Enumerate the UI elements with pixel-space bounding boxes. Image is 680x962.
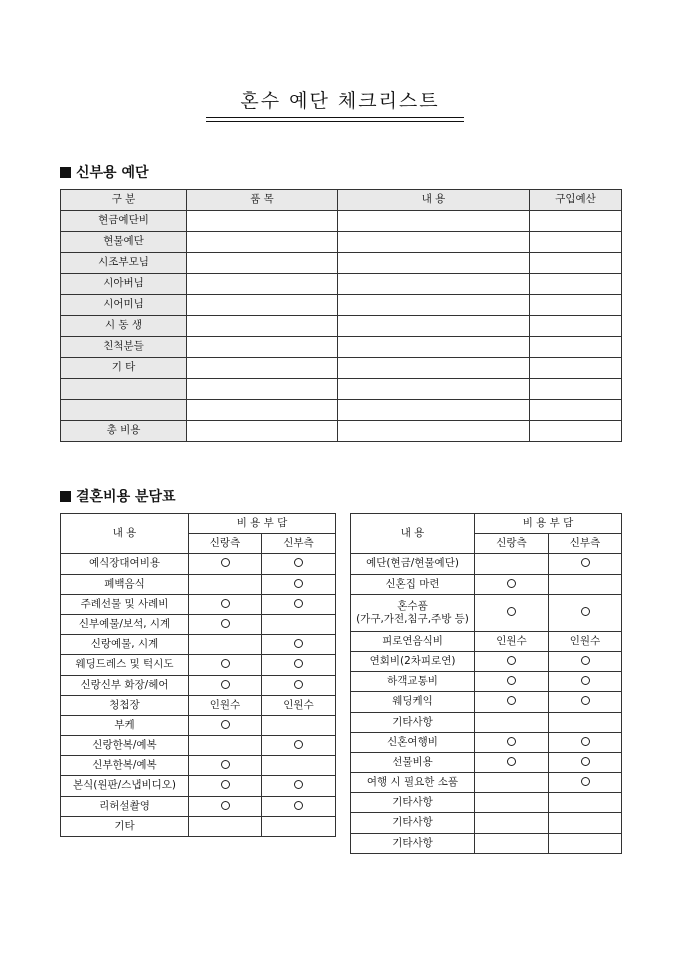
circle-mark-icon: [221, 619, 230, 628]
row-item-cell[interactable]: [187, 232, 338, 253]
row-item-cell[interactable]: [187, 295, 338, 316]
header-content: 내 용: [338, 190, 530, 211]
circle-mark-icon: [294, 801, 303, 810]
table-row: [61, 316, 622, 337]
title-double-rule: [206, 117, 464, 122]
circle-mark-icon: [294, 780, 303, 789]
right-header-burden: 비 용 부 담: [475, 514, 622, 534]
right-row-item: 피로연음식비: [351, 631, 475, 651]
row-budget-cell[interactable]: [530, 253, 622, 274]
row-category: 기 타: [61, 358, 187, 379]
left-row-item: 신랑신부 화장/헤어: [61, 675, 189, 695]
right-row-bride-text: 인원수: [569, 634, 601, 647]
total-row: [61, 421, 622, 442]
right-row-bride[interactable]: [549, 594, 622, 631]
circle-mark-icon: [581, 777, 590, 786]
right-row-item: 신혼여행비: [351, 732, 475, 752]
table-row: [61, 379, 622, 400]
row-category: 현금예단비: [61, 211, 187, 232]
table-row: [61, 295, 622, 316]
section-bride-gifts-title: 신부용 예단: [76, 165, 149, 181]
left-row-item: 주례선물 및 사례비: [61, 594, 189, 614]
left-row-bride[interactable]: [262, 796, 336, 816]
row-item-cell[interactable]: [187, 400, 338, 421]
left-row-bride[interactable]: [262, 695, 336, 715]
right-header-bride: 신부측: [549, 534, 622, 554]
left-row-item: 신랑예물, 시계: [61, 635, 189, 655]
row-category: 시어미님: [61, 295, 187, 316]
table-row: [61, 756, 336, 776]
row-content-cell[interactable]: [338, 337, 530, 358]
left-header-groom: 신랑측: [189, 534, 262, 554]
row-content-cell[interactable]: [338, 295, 530, 316]
circle-mark-icon: [294, 639, 303, 648]
table-row: [61, 655, 336, 675]
table-row: [351, 554, 622, 574]
circle-mark-icon: [294, 680, 303, 689]
left-row-groom[interactable]: [189, 816, 262, 836]
right-row-groom[interactable]: [475, 712, 549, 732]
left-row-bride[interactable]: [262, 554, 336, 574]
right-row-bride[interactable]: [549, 833, 622, 853]
table-row: [351, 773, 622, 793]
left-row-item: 신부한복/예복: [61, 756, 189, 776]
right-row-item: 기타사항: [351, 813, 475, 833]
right-row-item: 연회비(2차피로연): [351, 651, 475, 671]
right-row-groom[interactable]: [475, 554, 549, 574]
left-row-bride[interactable]: [262, 776, 336, 796]
total-budget-cell[interactable]: [530, 421, 622, 442]
circle-mark-icon: [294, 740, 303, 749]
table-row: [351, 833, 622, 853]
left-row-item: 부케: [61, 715, 189, 735]
right-header-item: 내 용: [351, 514, 475, 554]
right-row-item-line1: 혼수품: [397, 599, 428, 612]
table-row: [61, 715, 336, 735]
table-row: [351, 594, 622, 631]
left-row-bride[interactable]: [262, 614, 336, 634]
left-row-groom[interactable]: [189, 614, 262, 634]
document-title-wrap: [0, 86, 680, 113]
circle-mark-icon: [294, 558, 303, 567]
circle-mark-icon: [581, 607, 590, 616]
left-row-groom[interactable]: [189, 594, 262, 614]
right-row-item: 하객교통비: [351, 672, 475, 692]
circle-mark-icon: [507, 676, 516, 685]
row-item-cell[interactable]: [187, 358, 338, 379]
row-budget-cell[interactable]: [530, 337, 622, 358]
circle-mark-icon: [294, 599, 303, 608]
left-row-bride[interactable]: [262, 635, 336, 655]
circle-mark-icon: [294, 579, 303, 588]
left-row-item: 폐백음식: [61, 574, 189, 594]
row-content-cell[interactable]: [338, 400, 530, 421]
circle-mark-icon: [221, 599, 230, 608]
left-row-groom[interactable]: [189, 675, 262, 695]
right-row-bride[interactable]: [549, 692, 622, 712]
table-row: [61, 594, 336, 614]
table-row: [61, 232, 622, 253]
row-content-cell[interactable]: [338, 253, 530, 274]
section-cost-split-heading: [60, 486, 176, 506]
table-row: [351, 692, 622, 712]
table-row: [61, 253, 622, 274]
row-category: 친척분들: [61, 337, 187, 358]
right-header-groom: 신랑측: [475, 534, 549, 554]
circle-mark-icon: [581, 737, 590, 746]
row-content-cell[interactable]: [338, 379, 530, 400]
circle-mark-icon: [507, 607, 516, 616]
right-row-bride[interactable]: [549, 651, 622, 671]
left-row-groom[interactable]: [189, 756, 262, 776]
right-row-bride[interactable]: [549, 574, 622, 594]
left-row-bride[interactable]: [262, 816, 336, 836]
row-item-cell[interactable]: [187, 211, 338, 232]
circle-mark-icon: [221, 780, 230, 789]
right-row-item: 웨딩케익: [351, 692, 475, 712]
circle-mark-icon: [294, 659, 303, 668]
left-row-item: 본식(원판/스냅비디오): [61, 776, 189, 796]
row-content-cell[interactable]: [338, 358, 530, 379]
row-content-cell[interactable]: [338, 211, 530, 232]
circle-mark-icon: [581, 558, 590, 567]
row-budget-cell[interactable]: [530, 232, 622, 253]
right-row-bride[interactable]: [549, 672, 622, 692]
row-content-cell[interactable]: [338, 274, 530, 295]
bride-gift-table: [60, 189, 622, 442]
row-category: 시조부모님: [61, 253, 187, 274]
table-row: [351, 574, 622, 594]
row-budget-cell[interactable]: [530, 379, 622, 400]
row-budget-cell[interactable]: [530, 400, 622, 421]
right-row-bride[interactable]: [549, 631, 622, 651]
left-row-groom[interactable]: [189, 776, 262, 796]
left-header-bride: 신부측: [262, 534, 336, 554]
left-row-groom[interactable]: [189, 796, 262, 816]
table-row: [61, 796, 336, 816]
left-row-groom[interactable]: [189, 655, 262, 675]
left-row-bride[interactable]: [262, 675, 336, 695]
table-row: [61, 776, 336, 796]
left-row-groom[interactable]: [189, 574, 262, 594]
right-row-groom[interactable]: [475, 813, 549, 833]
right-row-groom[interactable]: [475, 773, 549, 793]
circle-mark-icon: [507, 737, 516, 746]
row-content-cell[interactable]: [338, 232, 530, 253]
right-row-groom[interactable]: [475, 752, 549, 772]
table-row: [61, 400, 622, 421]
left-row-bride[interactable]: [262, 574, 336, 594]
table-row: [61, 554, 336, 574]
table-row: [351, 631, 622, 651]
total-content-cell[interactable]: [338, 421, 530, 442]
circle-mark-icon: [221, 801, 230, 810]
left-row-groom[interactable]: [189, 695, 262, 715]
right-row-item: 기타사항: [351, 793, 475, 813]
row-budget-cell[interactable]: [530, 316, 622, 337]
table-row: [61, 675, 336, 695]
table-row: [61, 274, 622, 295]
table-row: [351, 732, 622, 752]
row-budget-cell[interactable]: [530, 358, 622, 379]
right-row-groom[interactable]: [475, 833, 549, 853]
table-row: [61, 614, 336, 634]
circle-mark-icon: [507, 757, 516, 766]
right-row-bride[interactable]: [549, 752, 622, 772]
right-row-item: 선물비용: [351, 752, 475, 772]
right-row-item: 여행 시 필요한 소품: [351, 773, 475, 793]
table-row: [351, 651, 622, 671]
right-row-item: 기타사항: [351, 833, 475, 853]
left-row-bride-text: 인원수: [283, 698, 314, 711]
right-row-groom[interactable]: [475, 631, 549, 651]
right-row-item: 신혼집 마련: [351, 574, 475, 594]
row-item-cell[interactable]: [187, 253, 338, 274]
table-row: [61, 816, 336, 836]
table-row: [351, 793, 622, 813]
right-row-bride[interactable]: [549, 732, 622, 752]
total-label: 총 비용: [61, 421, 187, 442]
right-row-bride[interactable]: [549, 773, 622, 793]
circle-mark-icon: [507, 579, 516, 588]
row-item-cell[interactable]: [187, 274, 338, 295]
row-category: 시아버님: [61, 274, 187, 295]
right-row-groom[interactable]: [475, 692, 549, 712]
right-row-item-line2: (가구,가전,침구,주방 등): [356, 612, 469, 625]
row-category: [61, 379, 187, 400]
row-content-cell[interactable]: [338, 316, 530, 337]
left-row-groom-text: 인원수: [209, 698, 241, 711]
right-row-bride[interactable]: [549, 813, 622, 833]
left-row-item: 기타: [61, 816, 189, 836]
right-row-item: 예단(현금/현물예단): [351, 554, 475, 574]
circle-mark-icon: [581, 656, 590, 665]
circle-mark-icon: [581, 696, 590, 705]
total-item-cell[interactable]: [187, 421, 338, 442]
left-header-item: 내 용: [61, 514, 189, 554]
table-row: [61, 736, 336, 756]
left-row-groom[interactable]: [189, 635, 262, 655]
left-row-bride[interactable]: [262, 715, 336, 735]
left-row-bride[interactable]: [262, 756, 336, 776]
right-row-groom-text: 인원수: [496, 634, 527, 647]
right-row-groom[interactable]: [475, 732, 549, 752]
left-row-groom[interactable]: [189, 736, 262, 756]
left-row-bride[interactable]: [262, 655, 336, 675]
circle-mark-icon: [221, 760, 230, 769]
table-row: [61, 574, 336, 594]
right-row-groom[interactable]: [475, 574, 549, 594]
right-row-groom[interactable]: [475, 594, 549, 631]
table-row: [61, 635, 336, 655]
right-row-bride[interactable]: [549, 712, 622, 732]
table-header-row: [61, 190, 622, 211]
circle-mark-icon: [221, 680, 230, 689]
table-row: [351, 672, 622, 692]
section-bride-gifts-heading: [60, 162, 149, 182]
left-row-item: 신랑한복/예복: [61, 736, 189, 756]
table-row: [351, 813, 622, 833]
left-row-item: 신부예물/보석, 시계: [61, 614, 189, 634]
left-row-item: 예식장대여비용: [61, 554, 189, 574]
section-cost-split-title: 결혼비용 분담표: [76, 489, 176, 505]
circle-mark-icon: [581, 757, 590, 766]
row-category: 시 동 생: [61, 316, 187, 337]
cost-split-table-left: [60, 513, 336, 837]
left-row-item: 청첩장: [61, 695, 189, 715]
cost-split-table-right: [350, 513, 622, 854]
row-item-cell[interactable]: [187, 379, 338, 400]
right-row-bride[interactable]: [549, 793, 622, 813]
row-budget-cell[interactable]: [530, 274, 622, 295]
row-item-cell[interactable]: [187, 337, 338, 358]
row-budget-cell[interactable]: [530, 295, 622, 316]
left-row-groom[interactable]: [189, 715, 262, 735]
row-category: 현물예단: [61, 232, 187, 253]
header-category: 구 분: [61, 190, 187, 211]
row-budget-cell[interactable]: [530, 211, 622, 232]
right-row-groom[interactable]: [475, 651, 549, 671]
right-row-item: [351, 594, 475, 631]
circle-mark-icon: [221, 558, 230, 567]
left-row-item: 웨딩드레스 및 턱시도: [61, 655, 189, 675]
document-title: 혼수 예단 체크리스트: [240, 90, 440, 112]
header-item: 품 목: [187, 190, 338, 211]
left-row-bride[interactable]: [262, 594, 336, 614]
row-item-cell[interactable]: [187, 316, 338, 337]
left-row-item: 리허설촬영: [61, 796, 189, 816]
right-row-bride[interactable]: [549, 554, 622, 574]
circle-mark-icon: [221, 720, 230, 729]
right-row-groom[interactable]: [475, 793, 549, 813]
header-budget: 구입예산: [530, 190, 622, 211]
table-row: [61, 358, 622, 379]
left-row-groom[interactable]: [189, 554, 262, 574]
table-row: [61, 211, 622, 232]
circle-mark-icon: [507, 656, 516, 665]
left-row-bride[interactable]: [262, 736, 336, 756]
row-category: [61, 400, 187, 421]
table-row: [61, 695, 336, 715]
square-bullet-icon: [60, 491, 71, 502]
table-row: [351, 752, 622, 772]
square-bullet-icon: [60, 167, 71, 178]
left-header-burden: 비 용 부 담: [189, 514, 336, 534]
circle-mark-icon: [221, 659, 230, 668]
table-row: [61, 337, 622, 358]
table-row: [351, 712, 622, 732]
circle-mark-icon: [507, 696, 516, 705]
right-row-item: 기타사항: [351, 712, 475, 732]
circle-mark-icon: [581, 676, 590, 685]
right-row-groom[interactable]: [475, 672, 549, 692]
